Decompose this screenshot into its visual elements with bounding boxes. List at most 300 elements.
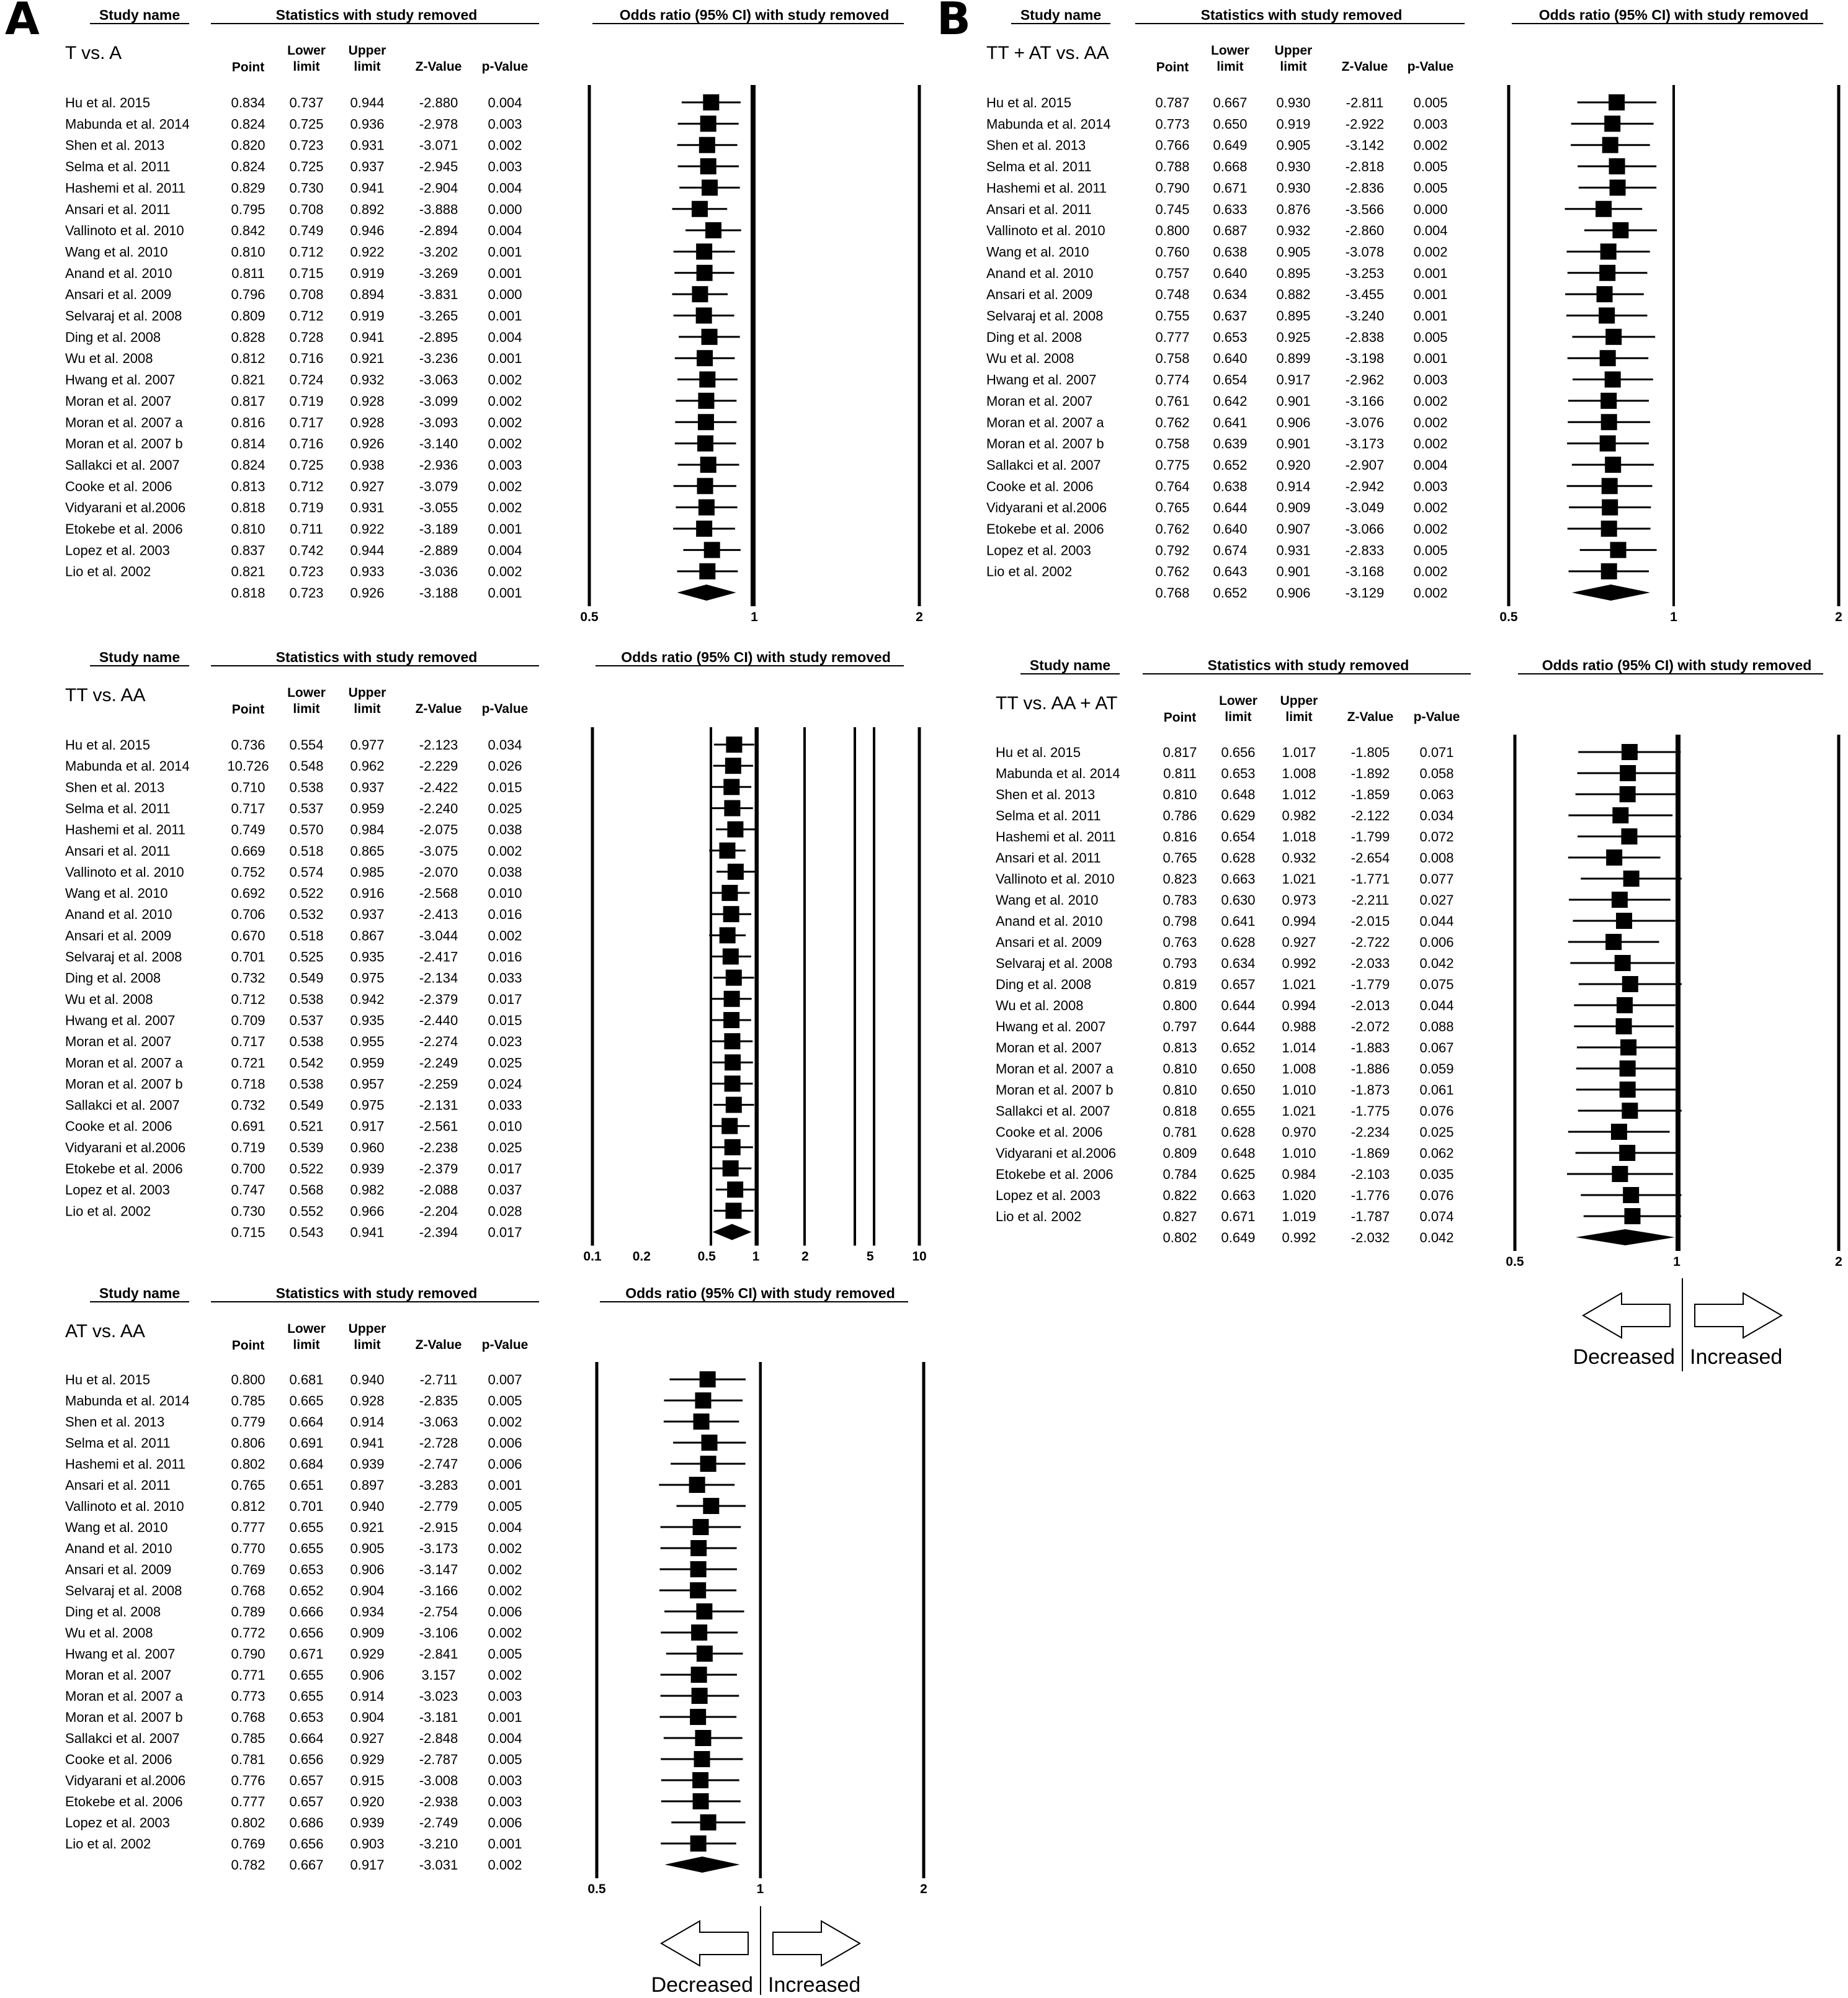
point-value: 0.824	[231, 159, 266, 175]
lower-limit-value: 0.708	[289, 287, 324, 303]
lower-limit-value: 0.549	[289, 1097, 324, 1113]
upper-limit-value: 0.909	[1276, 500, 1311, 516]
point-estimate-square	[695, 1730, 711, 1746]
study-name: Cooke et al. 2006	[65, 1118, 172, 1134]
lower-limit-value: 0.532	[289, 907, 324, 923]
point-estimate-square	[1605, 457, 1621, 473]
upper-limit-header: Upper	[348, 1322, 386, 1336]
upper-limit-header: Upper	[348, 686, 386, 700]
z-value: -3.036	[419, 563, 458, 580]
z-value: -3.079	[419, 478, 458, 495]
lower-limit-value: 0.712	[289, 478, 324, 495]
point-value: 0.710	[231, 779, 266, 795]
upper-limit-value: 0.925	[1276, 329, 1311, 345]
upper-limit-value: 1.019	[1282, 1209, 1316, 1224]
study-name: Vidyarani et al.2006	[65, 1773, 186, 1788]
point-value: 0.781	[1163, 1124, 1197, 1140]
lower-limit-value: 0.708	[289, 201, 324, 217]
point-estimate-square	[1601, 563, 1617, 580]
z-value: -2.013	[1350, 998, 1390, 1013]
z-value: -3.210	[419, 1836, 458, 1852]
p-value: 0.076	[1419, 1103, 1454, 1119]
point-estimate-square	[704, 542, 720, 558]
p-value: 0.004	[488, 1520, 522, 1535]
lower-limit-value: 0.522	[289, 1161, 324, 1176]
z-value: -1.787	[1350, 1209, 1390, 1224]
p-value: 0.023	[488, 1034, 522, 1050]
upper-limit-value: 0.930	[1276, 159, 1311, 175]
p-value: 0.074	[1419, 1209, 1454, 1224]
z-value: -2.131	[419, 1097, 458, 1113]
lower-limit-value: 0.628	[1221, 1124, 1256, 1140]
point-header: Point	[1156, 60, 1189, 74]
upper-limit-value: 0.892	[350, 201, 385, 217]
lower-limit-value: 0.663	[1221, 1188, 1256, 1203]
x-tick-label: 1	[1673, 1255, 1681, 1269]
z-value: -2.379	[419, 991, 458, 1007]
p-value: 0.004	[1413, 457, 1448, 473]
overall-upper-limit: 0.926	[350, 585, 385, 601]
z-value: -3.066	[1345, 521, 1385, 537]
point-value: 0.777	[1155, 329, 1190, 345]
point-value: 0.692	[231, 885, 266, 902]
point-estimate-square	[1620, 1060, 1636, 1077]
p-value: 0.037	[488, 1182, 522, 1198]
lower-limit-value: 0.628	[1221, 934, 1256, 950]
point-estimate-square	[693, 1519, 709, 1535]
lower-limit-value: 0.668	[1213, 159, 1248, 175]
upper-limit-value: 0.994	[1282, 998, 1316, 1013]
point-value: 0.802	[231, 1815, 266, 1830]
lower-limit-value: 0.633	[1213, 201, 1248, 217]
point-estimate-square	[1605, 934, 1622, 950]
overall-p-value: 0.002	[1413, 585, 1448, 601]
upper-limit-value: 1.021	[1282, 871, 1316, 887]
point-value: 0.786	[1163, 808, 1197, 823]
point-estimate-square	[694, 1413, 710, 1430]
study-name: Cooke et al. 2006	[996, 1124, 1103, 1140]
study-name: Hwang et al. 2007	[996, 1019, 1106, 1034]
overall-point-value: 0.818	[231, 585, 266, 601]
overall-point-value: 0.802	[1163, 1230, 1197, 1245]
study-name: Sallakci et al. 2007	[65, 1097, 180, 1113]
point-value: 0.736	[231, 737, 266, 753]
z-value: -2.072	[1350, 1019, 1390, 1034]
z-value: -2.749	[419, 1815, 458, 1830]
odds-ratio-header: Odds ratio (95% CI) with study removed	[1542, 657, 1812, 673]
lower-limit-value: 0.629	[1221, 808, 1256, 823]
upper-limit-value: 1.010	[1282, 1082, 1316, 1098]
point-estimate-square	[702, 1435, 718, 1451]
z-value: -2.259	[419, 1076, 458, 1092]
upper-limit-value: 0.931	[350, 500, 385, 516]
overall-effect-diamond	[1572, 585, 1650, 601]
lower-limit-value: 0.686	[289, 1815, 324, 1830]
overall-effect-diamond	[713, 1224, 752, 1240]
x-tick-label: 1	[751, 610, 758, 625]
z-value: -2.938	[419, 1794, 458, 1809]
upper-limit-header: limit	[354, 702, 381, 716]
z-value: -2.836	[1345, 180, 1385, 196]
point-value: 0.802	[231, 1456, 266, 1472]
overall-upper-limit: 0.917	[350, 1857, 385, 1873]
lower-limit-value: 0.637	[1213, 308, 1248, 324]
p-value: 0.006	[1419, 934, 1454, 950]
p-value: 0.007	[488, 1372, 522, 1387]
upper-limit-value: 1.017	[1282, 745, 1316, 760]
lower-limit-header: limit	[1216, 60, 1244, 74]
point-value: 0.784	[1163, 1167, 1197, 1182]
p-value: 0.024	[488, 1076, 522, 1092]
upper-limit-value: 0.901	[1276, 436, 1311, 452]
z-value: -3.198	[1345, 351, 1385, 367]
z-value: -1.883	[1350, 1040, 1390, 1055]
point-estimate-square	[700, 158, 716, 174]
upper-limit-value: 0.920	[1276, 457, 1311, 473]
point-value: 0.824	[231, 457, 266, 473]
study-name: Hu et al. 2015	[65, 737, 150, 753]
study-name: Hwang et al. 2007	[986, 372, 1097, 388]
point-value: 0.820	[231, 137, 266, 153]
z-value: -2.962	[1345, 372, 1385, 388]
upper-limit-value: 0.942	[350, 991, 385, 1007]
upper-limit-value: 1.020	[1282, 1188, 1316, 1203]
lower-limit-value: 0.719	[289, 393, 324, 409]
point-estimate-square	[726, 737, 742, 753]
p-value: 0.000	[488, 201, 522, 217]
z-value: -2.787	[419, 1752, 458, 1767]
z-value: -3.142	[1345, 137, 1385, 153]
statistics-header: Statistics with study removed	[275, 7, 478, 23]
odds-ratio-header: Odds ratio (95% CI) with study removed	[621, 649, 891, 665]
lower-limit-value: 0.643	[1213, 563, 1248, 580]
p-value: 0.001	[488, 244, 522, 260]
point-value: 0.788	[1155, 159, 1190, 175]
point-value: 0.781	[231, 1752, 266, 1767]
p-value-header: p-Value	[1413, 710, 1460, 724]
p-value-header: p-Value	[481, 1338, 529, 1352]
point-value: 0.721	[231, 1055, 266, 1071]
lower-limit-value: 0.653	[1213, 329, 1248, 345]
point-value: 0.810	[1163, 787, 1197, 802]
overall-lower-limit: 0.667	[289, 1857, 324, 1873]
z-value: -2.561	[419, 1118, 458, 1134]
z-value: -3.078	[1345, 244, 1385, 260]
point-value: 0.763	[1163, 934, 1197, 950]
study-name: Lio et al. 2002	[986, 563, 1073, 580]
lower-limit-value: 0.719	[289, 500, 324, 516]
upper-limit-value: 0.906	[350, 1562, 385, 1577]
p-value: 0.005	[1413, 542, 1448, 558]
upper-limit-value: 0.865	[350, 843, 385, 859]
p-value: 0.005	[1413, 95, 1448, 110]
study-name: Hu et al. 2015	[65, 95, 150, 110]
upper-limit-value: 0.901	[1276, 563, 1311, 580]
upper-limit-value: 0.914	[350, 1688, 385, 1704]
overall-point-value: 0.782	[231, 1857, 266, 1873]
z-value: -2.238	[419, 1139, 458, 1155]
study-name: Ansari et al. 2009	[65, 287, 172, 303]
p-value: 0.038	[488, 822, 522, 838]
lower-limit-value: 0.653	[289, 1562, 324, 1577]
p-value: 0.003	[1413, 372, 1448, 388]
point-estimate-square	[697, 350, 713, 366]
p-value: 0.071	[1419, 745, 1454, 760]
study-name: Sallakci et al. 2007	[996, 1103, 1110, 1119]
point-estimate-square	[723, 1012, 739, 1028]
point-estimate-square	[696, 308, 712, 324]
point-value: 0.796	[231, 287, 266, 303]
x-tick-label: 2	[920, 1882, 927, 1896]
study-name: Ding et al. 2008	[986, 329, 1082, 345]
decreased-arrow-icon	[1583, 1293, 1670, 1338]
comparison-label: AT vs. AA	[65, 1321, 145, 1342]
z-value: -1.799	[1350, 829, 1390, 844]
study-name: Vidyarani et al.2006	[986, 500, 1107, 516]
point-estimate-square	[697, 478, 713, 494]
point-value: 0.810	[1163, 1082, 1197, 1098]
p-value: 0.002	[1413, 436, 1448, 452]
lower-limit-value: 0.728	[289, 329, 324, 345]
z-value: -3.888	[419, 201, 458, 217]
study-name: Selvaraj et al. 2008	[986, 308, 1104, 324]
p-value: 0.035	[1419, 1167, 1454, 1182]
study-name: Moran et al. 2007 b	[65, 1709, 183, 1725]
upper-limit-value: 1.010	[1282, 1145, 1316, 1161]
point-value: 0.717	[231, 800, 266, 817]
study-name-header: Study name	[99, 7, 181, 23]
lower-limit-value: 0.742	[289, 542, 324, 558]
lower-limit-header: limit	[1225, 710, 1252, 724]
p-value: 0.077	[1419, 871, 1454, 887]
upper-limit-value: 0.934	[350, 1604, 385, 1619]
z-value: -2.240	[419, 800, 458, 817]
point-estimate-square	[1615, 955, 1631, 971]
study-name: Hu et al. 2015	[986, 95, 1071, 110]
lower-limit-value: 0.648	[1221, 787, 1256, 802]
point-value: 0.762	[1155, 414, 1190, 431]
point-header: Point	[231, 702, 265, 717]
lower-limit-value: 0.671	[289, 1646, 324, 1662]
point-value: 0.816	[231, 414, 266, 431]
lower-limit-value: 0.725	[289, 457, 324, 473]
statistics-header: Statistics with study removed	[1200, 7, 1403, 23]
statistics-header: Statistics with study removed	[1207, 657, 1409, 673]
point-value: 0.812	[231, 1499, 266, 1514]
p-value: 0.001	[488, 1709, 522, 1725]
p-value: 0.002	[488, 478, 522, 495]
z-value: -3.202	[419, 244, 458, 260]
point-estimate-square	[723, 1160, 739, 1176]
point-value: 0.762	[1155, 521, 1190, 537]
p-value: 0.002	[488, 414, 522, 431]
study-name: Hashemi et al. 2011	[986, 180, 1107, 196]
point-value: 0.717	[231, 1034, 266, 1050]
lower-limit-value: 0.664	[289, 1731, 324, 1746]
point-estimate-square	[699, 372, 715, 388]
upper-limit-value: 0.984	[1282, 1167, 1316, 1182]
study-name: Moran et al. 2007 a	[65, 1688, 183, 1704]
p-value: 0.063	[1419, 787, 1454, 802]
study-name: Etokebe et al. 2006	[65, 521, 183, 537]
z-value: -2.440	[419, 1012, 458, 1028]
p-value: 0.003	[488, 1688, 522, 1704]
decreased-arrow-icon	[661, 1921, 748, 1966]
study-name: Selvaraj et al. 2008	[996, 956, 1113, 971]
point-value: 0.795	[231, 201, 266, 217]
p-value: 0.044	[1419, 998, 1454, 1013]
z-value: -3.063	[419, 372, 458, 388]
point-estimate-square	[1612, 1166, 1628, 1182]
point-estimate-square	[699, 500, 715, 516]
point-value: 0.771	[231, 1667, 266, 1683]
z-value: -3.189	[419, 521, 458, 537]
z-value: -2.835	[419, 1393, 458, 1409]
increased-label: Increased	[1690, 1345, 1783, 1369]
p-value: 0.001	[488, 265, 522, 281]
p-value: 0.002	[488, 436, 522, 452]
upper-limit-header: limit	[354, 60, 381, 74]
study-name: Wang et al. 2010	[986, 244, 1089, 260]
point-value: 0.766	[1155, 137, 1190, 153]
study-name: Selma et al. 2011	[996, 808, 1101, 823]
point-estimate-square	[1620, 1039, 1636, 1055]
z-value: -2.936	[419, 457, 458, 473]
p-value: 0.038	[488, 864, 522, 880]
lower-limit-value: 0.651	[289, 1477, 324, 1493]
p-value: 0.001	[488, 351, 522, 367]
x-tick-label: 2	[1835, 610, 1842, 625]
point-estimate-square	[1621, 828, 1637, 844]
comparison-label: TT vs. AA	[65, 685, 146, 706]
lower-limit-value: 0.640	[1213, 521, 1248, 537]
z-value: 3.157	[421, 1667, 456, 1683]
z-value-header: Z-Value	[415, 702, 462, 716]
point-value: 0.818	[1163, 1103, 1197, 1119]
p-value: 0.002	[488, 1541, 522, 1556]
upper-limit-value: 0.905	[1276, 137, 1311, 153]
point-value: 0.747	[231, 1182, 266, 1198]
upper-limit-header: limit	[1280, 60, 1307, 74]
lower-limit-value: 0.737	[289, 95, 324, 110]
z-value: -2.728	[419, 1435, 458, 1451]
p-value: 0.002	[488, 928, 522, 944]
study-name: Wu et al. 2008	[986, 351, 1074, 367]
lower-limit-value: 0.671	[1221, 1209, 1256, 1224]
overall-lower-limit: 0.652	[1213, 585, 1248, 601]
p-value: 0.001	[1413, 351, 1448, 367]
study-name: Shen et al. 2013	[65, 1414, 165, 1430]
lower-limit-value: 0.666	[289, 1604, 324, 1619]
z-value: -2.945	[419, 159, 458, 175]
upper-limit-value: 0.959	[350, 1055, 385, 1071]
point-estimate-square	[724, 1033, 740, 1049]
upper-limit-value: 0.894	[350, 287, 385, 303]
upper-limit-value: 0.919	[350, 265, 385, 281]
p-value: 0.017	[488, 1161, 522, 1176]
comparison-label: TT + AT vs. AA	[986, 43, 1109, 63]
p-value: 0.001	[1413, 287, 1448, 303]
upper-limit-value: 0.927	[350, 1731, 385, 1746]
point-estimate-square	[1597, 286, 1613, 302]
p-value: 0.005	[1413, 180, 1448, 196]
overall-p-value: 0.042	[1419, 1230, 1454, 1245]
point-estimate-square	[1602, 478, 1618, 494]
z-value: -1.873	[1350, 1082, 1390, 1098]
point-estimate-square	[1605, 372, 1621, 388]
lower-limit-value: 0.656	[289, 1625, 324, 1641]
point-value: 0.691	[231, 1118, 266, 1134]
point-value: 0.785	[231, 1731, 266, 1746]
decreased-label: Decreased	[651, 1973, 753, 1995]
upper-limit-value: 0.970	[1282, 1124, 1316, 1140]
lower-limit-value: 0.625	[1221, 1167, 1256, 1182]
point-value: 0.773	[1155, 116, 1190, 132]
point-estimate-square	[697, 436, 713, 452]
point-estimate-square	[723, 906, 739, 922]
point-value: 0.828	[231, 329, 266, 345]
upper-limit-value: 0.906	[1276, 414, 1311, 431]
point-value: 0.765	[1155, 500, 1190, 516]
point-value: 0.810	[231, 521, 266, 537]
study-name: Moran et al. 2007 a	[986, 414, 1104, 431]
z-value-header: Z-Value	[415, 60, 462, 74]
study-name: Sallakci et al. 2007	[65, 457, 180, 473]
upper-limit-value: 0.944	[350, 542, 385, 558]
point-value: 0.821	[231, 563, 266, 580]
forest-plot-5	[996, 657, 1842, 1269]
overall-z-value: -2.032	[1350, 1230, 1390, 1245]
lower-limit-value: 0.521	[289, 1118, 324, 1134]
study-name: Moran et al. 2007 b	[65, 1076, 183, 1092]
p-value: 0.002	[1413, 500, 1448, 516]
lower-limit-value: 0.725	[289, 159, 324, 175]
study-name: Shen et al. 2013	[996, 787, 1096, 802]
upper-limit-header: limit	[1285, 710, 1313, 724]
z-value: -2.249	[419, 1055, 458, 1071]
lower-limit-value: 0.642	[1213, 393, 1248, 409]
increased-arrow-icon	[773, 1921, 860, 1966]
p-value: 0.033	[488, 970, 522, 986]
lower-limit-value: 0.542	[289, 1055, 324, 1071]
study-name: Wu et al. 2008	[65, 351, 153, 367]
lower-limit-value: 0.638	[1213, 478, 1248, 495]
point-estimate-square	[1622, 1103, 1638, 1119]
upper-limit-value: 0.901	[1276, 393, 1311, 409]
lower-limit-value: 0.716	[289, 351, 324, 367]
z-value: -3.236	[419, 351, 458, 367]
p-value: 0.059	[1419, 1061, 1454, 1077]
point-value: 0.773	[231, 1688, 266, 1704]
overall-point-value: 0.715	[231, 1224, 266, 1240]
point-value: 0.774	[1155, 372, 1190, 388]
study-name-header: Study name	[99, 1285, 181, 1301]
x-tick-label: 0.2	[632, 1249, 651, 1264]
p-value: 0.002	[1413, 244, 1448, 260]
point-estimate-square	[1601, 414, 1617, 430]
study-name: Ansari et al. 2009	[996, 934, 1102, 950]
lower-limit-value: 0.716	[289, 436, 324, 452]
upper-limit-value: 0.929	[350, 1752, 385, 1767]
point-value: 0.732	[231, 970, 266, 986]
study-name: Selma et al. 2011	[65, 800, 171, 817]
p-value: 0.005	[1413, 329, 1448, 345]
upper-limit-value: 0.962	[350, 758, 385, 774]
point-value: 0.732	[231, 1097, 266, 1113]
upper-limit-value: 0.941	[350, 329, 385, 345]
z-value: -3.166	[1345, 393, 1385, 409]
z-value: -3.831	[419, 287, 458, 303]
